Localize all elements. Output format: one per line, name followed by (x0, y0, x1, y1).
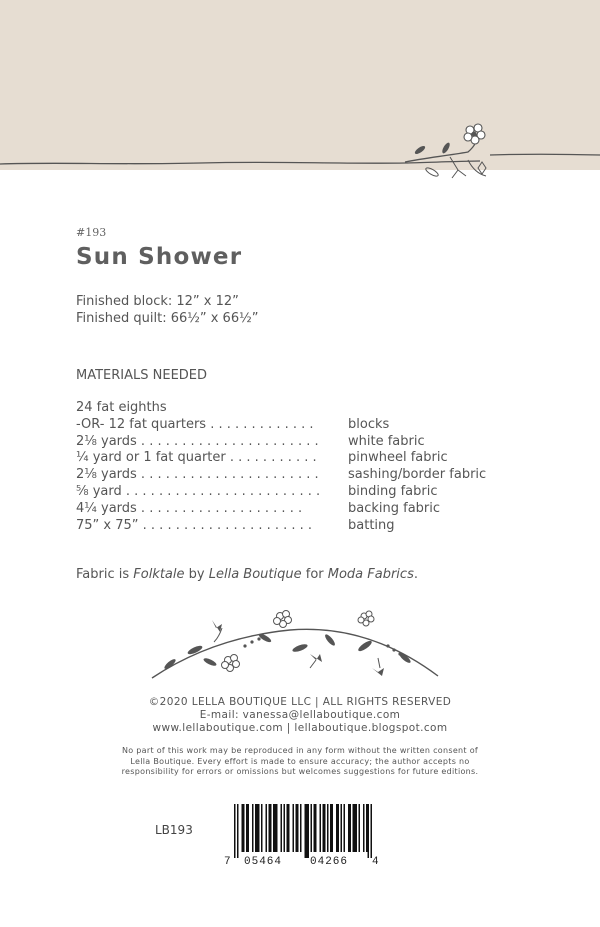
material-label: 2⅛ yards . . . . . . . . . . . . . . . . . . . . . . (76, 433, 319, 449)
barcode-bar (354, 804, 356, 852)
barcode-bar (248, 804, 250, 852)
material-row (76, 434, 516, 451)
barcode-bar (320, 804, 322, 852)
barcode-bar (243, 804, 245, 852)
barcode-bar (237, 804, 239, 858)
fabric-manufacturer: Moda Fabrics (327, 567, 414, 582)
material-row (76, 467, 516, 484)
barcode-bar (293, 804, 295, 852)
barcode-bar (270, 804, 272, 852)
fabric-suffix: . (413, 567, 418, 582)
barcode-bar (366, 804, 368, 852)
material-row (76, 518, 516, 535)
barcode-first-digit: 7 (224, 856, 231, 868)
barcode-bar (258, 804, 260, 852)
materials-heading: MATERIALS NEEDED (76, 368, 208, 383)
material-label: 2⅛ yards . . . . . . . . . . . . . . . . . . . . . . (76, 467, 319, 483)
material-label: -OR- 12 fat quarters . . . . . . . . . . . . . (76, 416, 314, 432)
materials-list (76, 400, 516, 534)
barcode-right-group: 04266 (310, 856, 349, 868)
barcode-bar (281, 804, 283, 852)
material-row (76, 484, 516, 501)
material-label: 75” x 75” . . . . . . . . . . . . . . . . . . . . . (76, 517, 313, 533)
barcode-bar (296, 804, 298, 852)
fabric-for: for (301, 567, 328, 582)
barcode-check-digit: 4 (372, 856, 379, 868)
disclaimer: No part of this work may be reproduced in any form without the written consent of Lella Boutique. Every effort is made to ensure accuracy; the author accepts no responsibility for errors or omissions but welcomes suggestions for future editions. (121, 746, 479, 776)
material-use: pinwheel fabric (348, 450, 448, 466)
barcode-bar (323, 804, 325, 852)
material-label: ¼ yard or 1 fat quarter . . . . . . . . . . . (76, 450, 317, 466)
barcode-bar (314, 804, 316, 852)
email-line: E-mail: vanessa@lellaboutique.com (199, 709, 401, 721)
barcode-bar (311, 804, 313, 852)
barcode-bar (348, 804, 350, 852)
barcode-bar (257, 804, 259, 852)
pattern-title: Sun Shower (76, 244, 243, 270)
material-row (76, 501, 516, 518)
barcode-bar (287, 804, 289, 852)
barcode-bar (297, 804, 299, 852)
barcode-bar (332, 804, 334, 852)
item-code: LB193 (155, 823, 193, 837)
barcode-bar (359, 804, 361, 852)
barcode-left-group: 05464 (244, 856, 283, 868)
material-use: white fabric (348, 433, 425, 449)
finished-block: Finished block: 12” x 12” (76, 294, 239, 309)
pattern-number: #193 (76, 226, 107, 239)
website-line: www.lellaboutique.com | lellaboutique.blogspot.com (152, 722, 448, 734)
floral-vine-icon (140, 606, 450, 686)
barcode-bar (350, 804, 352, 852)
barcode-bar (234, 804, 236, 858)
barcode-bar (276, 804, 278, 852)
material-use: blocks (348, 416, 390, 432)
barcode-bar (327, 804, 329, 852)
finished-quilt: Finished quilt: 66½” x 66½” (76, 311, 259, 326)
barcode-bar (273, 804, 275, 852)
barcode-bar (284, 804, 286, 852)
material-row (76, 417, 516, 434)
fabric-by: by (184, 567, 209, 582)
copyright-line: ©2020 LELLA BOUTIQUE LLC | ALL RIGHTS RESERVED (148, 696, 452, 708)
barcode-bar (242, 804, 244, 852)
barcode-bar (338, 804, 340, 852)
barcode-bar (344, 804, 346, 852)
header-flower-sprig-icon (0, 0, 600, 200)
material-use: sashing/border fabric (348, 467, 487, 483)
fabric-credit (76, 567, 418, 582)
finished-sizes (76, 293, 258, 327)
barcode-bar (246, 804, 248, 852)
fabric-designer: Lella Boutique (208, 567, 302, 582)
material-label: 24 fat eighths (76, 400, 167, 415)
barcode-bar (300, 804, 302, 852)
barcode-bar (363, 804, 365, 852)
barcode (222, 802, 382, 868)
fabric-collection: Folktale (133, 567, 185, 582)
barcode-bar (308, 804, 310, 858)
barcode-bar (288, 804, 290, 852)
material-row (76, 400, 516, 417)
barcode-bar (336, 804, 338, 852)
barcode-bar (261, 804, 263, 852)
barcode-bar (255, 804, 257, 852)
material-use: binding fabric (348, 483, 438, 499)
barcode-bar (305, 804, 307, 858)
barcode-bar (266, 804, 268, 852)
material-label: 4¼ yards . . . . . . . . . . . . . . . . . . . . (76, 500, 303, 516)
barcode-bar (356, 804, 358, 852)
material-label: ⅝ yard . . . . . . . . . . . . . . . . . . . . . . . . (76, 483, 321, 499)
barcode-bar (353, 804, 355, 852)
copyright-block (0, 696, 600, 735)
material-use: backing fabric (348, 500, 441, 516)
barcode-bar (315, 804, 317, 852)
barcode-bar (371, 804, 373, 858)
barcode-bar (341, 804, 343, 852)
barcode-bar (275, 804, 277, 852)
barcode-bar (324, 804, 326, 852)
material-row (76, 450, 516, 467)
barcode-bar (306, 804, 308, 858)
barcode-bar (252, 804, 254, 852)
barcode-bar (368, 804, 370, 858)
fabric-prefix: Fabric is (76, 567, 134, 582)
barcode-bar (269, 804, 271, 852)
material-use: batting (348, 517, 395, 533)
barcode-bar (330, 804, 332, 852)
